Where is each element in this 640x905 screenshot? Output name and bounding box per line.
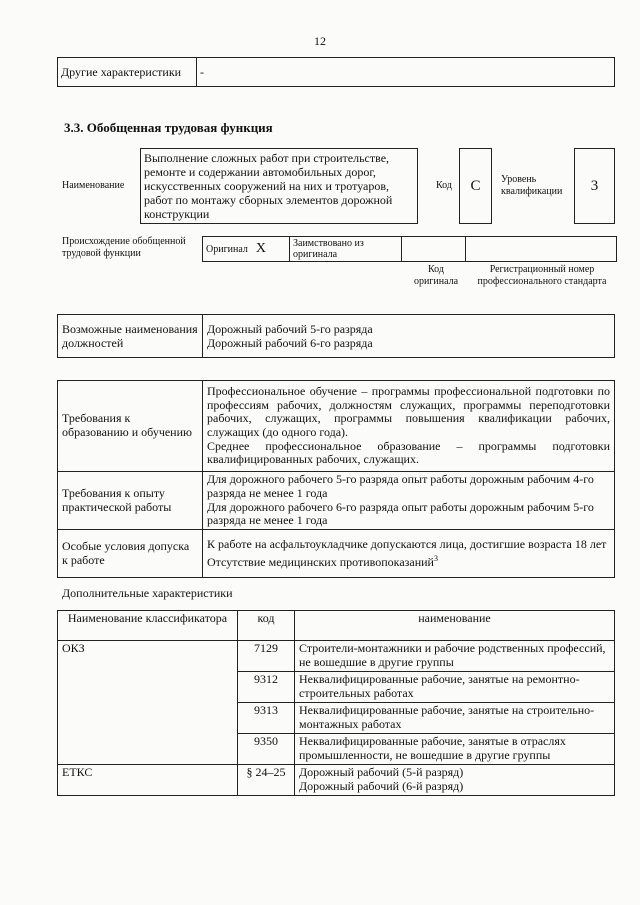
original-label: Оригинал — [206, 244, 248, 255]
classifier-okz: ОКЗ — [58, 641, 238, 765]
header-code: код — [238, 611, 295, 641]
education-requirements-label: Требования к образованию и обучению — [58, 381, 203, 472]
experience-requirements-value — [203, 472, 615, 530]
borrowed-label: Заимствовано из оригинала — [290, 237, 402, 262]
requirement-line: Для дорожного рабочего 5-го разряда опыт работы дорожным рабочим 4-го разряда не менее 1 года — [207, 472, 594, 500]
registration-number-cell — [466, 237, 617, 262]
original-mark: X — [255, 241, 267, 256]
function-code-box: C — [459, 148, 492, 224]
okz-name: Неквалифицированные рабочие, занятые на ремонтно-строительных работах — [295, 672, 615, 703]
experience-requirements-label: Требования к опыту практической работы — [58, 472, 203, 530]
additional-characteristics-title: Дополнительные характеристики — [62, 586, 233, 600]
original-code-cell — [402, 237, 466, 262]
requirement-line: К работе на асфальтоукладчике допускаются лица, достигшие возраста 18 лет — [207, 536, 607, 551]
okz-code: 9312 — [238, 672, 295, 703]
requirement-line — [207, 552, 610, 570]
origin-label: Происхождение обобщенной трудовой функции — [62, 236, 186, 259]
requirement-line: Среднее профессиональное образование – программы подготовки квалифицированных рабочих, служащих. — [207, 438, 610, 467]
education-requirements-value — [203, 381, 615, 472]
code-original-caption: Код оригинала — [413, 264, 459, 287]
etks-name: Дорожный рабочий (5-й разряд) Дорожный рабочий (6-й разряд) — [295, 765, 615, 796]
other-characteristics-table — [57, 57, 615, 87]
origin-original-cell — [203, 237, 290, 262]
okz-name: Строители-монтажники и рабочие родственных профессий, не вошедшие в другие группы — [295, 641, 615, 672]
requirement-line: Профессиональное обучение – программы профессиональной подготовки по профессиям рабочих, должностям служащих, программы переподготовки рабочих, служащих, программы повышения квалификации рабочих, служащих (до одного года). — [207, 384, 610, 439]
requirements-table — [57, 380, 615, 578]
okz-name: Неквалифицированные рабочие, занятые на строительно-монтажных работах — [295, 703, 615, 734]
etks-code: § 24–25 — [238, 765, 295, 796]
additional-characteristics-table — [57, 610, 615, 796]
code-label: Код — [436, 180, 452, 191]
positions-label: Возможные наименования должностей — [58, 315, 203, 358]
qualification-level-label: Уровень квалификации — [501, 174, 563, 197]
position-item: Дорожный рабочий 6-го разряда — [207, 336, 373, 350]
section-title: 3.3. Обобщенная трудовая функция — [64, 120, 273, 135]
okz-code: 9313 — [238, 703, 295, 734]
function-name-box: Выполнение сложных работ при строительстве, ремонте и содержании автомобильных дорог, искусственных сооружений на них и тротуаров, работ по монтажу сборных элементов дорожной конструкции — [140, 148, 418, 224]
okz-code: 7129 — [238, 641, 295, 672]
origin-table — [202, 236, 617, 262]
classifier-etks: ЕТКС — [58, 765, 238, 796]
positions-list — [203, 315, 615, 358]
qualification-level-box: 3 — [574, 148, 615, 224]
special-conditions-value — [203, 530, 615, 578]
position-item: Дорожный рабочий 5-го разряда — [207, 322, 373, 336]
requirement-line: Для дорожного рабочего 6-го разряда опыт работы дорожным рабочим 5-го разряда не менее 1 года — [207, 499, 594, 528]
footnote-mark: 3 — [433, 553, 438, 563]
okz-name: Неквалифицированные рабочие, занятые в отраслях промышленности, не вошедшие в другие группы — [295, 734, 615, 765]
page-number: 12 — [314, 34, 326, 48]
registration-number-caption: Регистрационный номер профессионального стандарта — [477, 264, 607, 287]
requirement-line-text: Отсутствие медицинских противопоказаний — [207, 554, 434, 569]
other-characteristics-value: - — [197, 58, 615, 87]
header-name: наименование — [295, 611, 615, 641]
special-conditions-label: Особые условия допуска к работе — [58, 530, 203, 578]
other-characteristics-label: Другие характеристики — [58, 58, 197, 87]
header-classifier: Наименование классификатора — [58, 611, 238, 641]
name-label: Наименование — [62, 180, 125, 191]
okz-code: 9350 — [238, 734, 295, 765]
positions-table — [57, 314, 615, 358]
